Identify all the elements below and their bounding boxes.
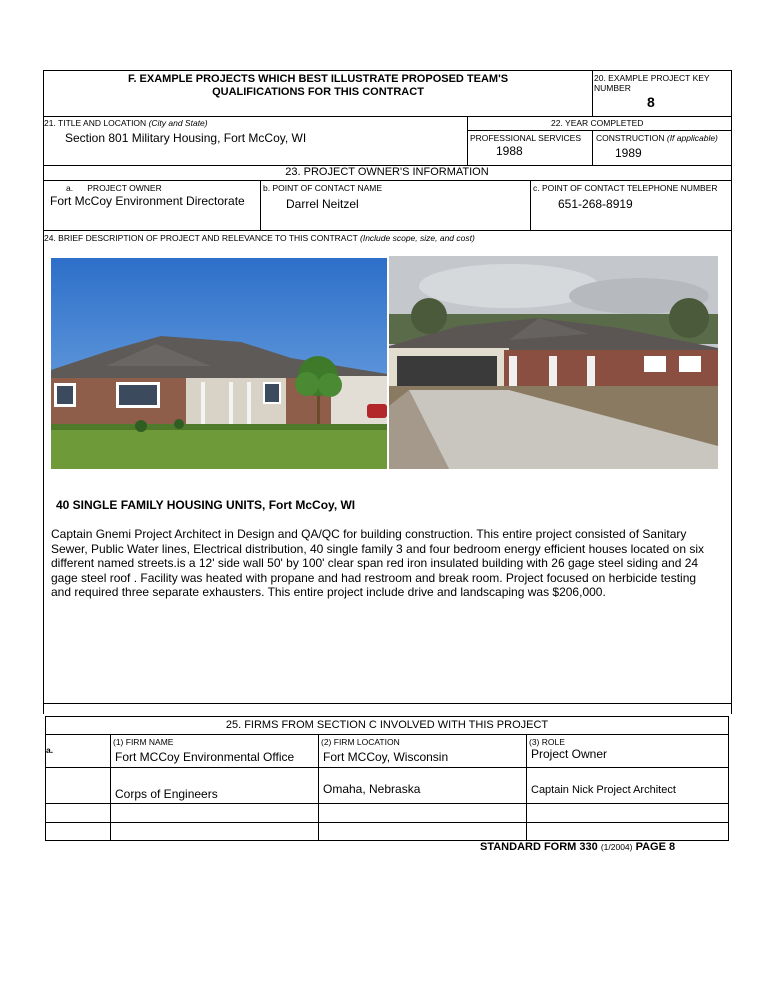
key-label xyxy=(594,73,710,93)
firms-top-line xyxy=(45,716,729,717)
firms-row-line-2 xyxy=(45,803,729,804)
prof-services-label: PROFESSIONAL SERVICES xyxy=(470,133,582,143)
firms-section-label: 25. FIRMS FROM SECTION C INVOLVED WITH THIS PROJECT xyxy=(225,719,549,731)
description-body: Captain Gnemi Project Architect in Design and QA/QC for building construction. This entire project consisted of Sanitary Sewer, Public Water lines, Electrical distribution, 40 single family 3 and four bedroom energy efficient houses located on six different named streets.is a 12' side wall 50' by 100' clear span red iron insulated building with 26 gage steel siding and 24 gage steel roof . Facility was heated with propane and had restroom and break room. Project focused on herbicide testing and required three separate exhausters. This entire project include drive and landscaping was $206,000. xyxy=(51,527,705,599)
owner-section-label: 23. PROJECT OWNER'S INFORMATION xyxy=(285,166,489,178)
firms-col-line-2 xyxy=(318,734,319,840)
title-location-value: Section 801 Military Housing, Fort McCoy, WI xyxy=(65,131,307,145)
form-footer-page: PAGE 8 xyxy=(635,841,676,853)
phone-value: 651-268-8919 xyxy=(558,197,633,211)
description-heading: 40 SINGLE FAMILY HOUSING UNITS, Fort McCoy, WI xyxy=(56,498,356,512)
row-line-1 xyxy=(43,116,731,117)
firms-row-letter: a. xyxy=(46,745,54,755)
form-title xyxy=(44,73,592,99)
title-location-label-text: 21. TITLE AND LOCATION xyxy=(44,118,147,128)
key-label-line2: NUMBER xyxy=(594,83,631,93)
firm-role-2: Captain Nick Project Architect xyxy=(531,784,676,796)
key-divider xyxy=(592,70,593,116)
house-photo-driveway xyxy=(389,256,718,469)
key-number: 8 xyxy=(647,94,655,110)
firms-col-line-3 xyxy=(526,734,527,840)
form-outer-border-2 xyxy=(43,702,732,714)
contact-label: b. POINT OF CONTACT NAME xyxy=(263,183,383,193)
owner-value: Fort McCoy Environment Directorate xyxy=(50,194,245,208)
firm-role-label: (3) ROLE xyxy=(529,737,565,747)
construction-label-text: CONSTRUCTION xyxy=(596,133,665,143)
form-footer-name: STANDARD FORM 330 xyxy=(480,841,598,853)
firm-location-2: Omaha, Nebraska xyxy=(323,782,421,796)
construction-label xyxy=(596,133,718,143)
phone-label: c. POINT OF CONTACT TELEPHONE NUMBER xyxy=(533,183,718,193)
year-split xyxy=(592,130,593,165)
description-label-note: (Include scope, size, and cost) xyxy=(360,233,475,243)
title-location-label xyxy=(44,118,208,128)
firm-location-label: (2) FIRM LOCATION xyxy=(321,737,400,747)
year-completed-label: 22. YEAR COMPLETED xyxy=(551,118,644,128)
description-label xyxy=(44,233,475,243)
row-line-4 xyxy=(43,230,731,231)
year-subline xyxy=(467,130,731,131)
construction-value: 1989 xyxy=(615,146,642,160)
firms-left-border xyxy=(45,716,46,840)
owner-label: a. PROJECT OWNER xyxy=(66,183,162,193)
form-title-line1: F. EXAMPLE PROJECTS WHICH BEST ILLUSTRATE PROPOSED TEAM'S xyxy=(127,73,509,85)
firms-header-line xyxy=(45,734,729,735)
row-line-3 xyxy=(43,180,731,181)
firm-name-1: Fort MCCoy Environmental Office xyxy=(115,750,295,764)
form-title-line2: QUALIFICATIONS FOR THIS CONTRACT xyxy=(212,86,424,98)
year-divider xyxy=(467,116,468,165)
key-label-line1: 20. EXAMPLE PROJECT KEY xyxy=(594,73,710,83)
owner-divider-1 xyxy=(260,180,261,230)
form-footer-date: (1/2004) xyxy=(600,842,633,852)
firms-col-line-1 xyxy=(110,734,111,840)
construction-label-note: (If applicable) xyxy=(666,133,718,143)
title-location-label-note: (City and State) xyxy=(148,118,208,128)
firms-row-line-1 xyxy=(45,767,729,768)
firm-location-1: Fort MCCoy, Wisconsin xyxy=(323,750,449,764)
owner-divider-2 xyxy=(530,180,531,230)
firms-right-border xyxy=(728,716,729,840)
contact-value: Darrel Neitzel xyxy=(286,197,359,211)
form-footer xyxy=(480,841,675,853)
prof-services-value: 1988 xyxy=(496,144,523,158)
firm-name-2: Corps of Engineers xyxy=(115,787,218,801)
firms-row-line-3 xyxy=(45,822,729,823)
firm-name-label: (1) FIRM NAME xyxy=(113,737,174,747)
firm-role-1: Project Owner xyxy=(531,747,608,761)
description-label-text: 24. BRIEF DESCRIPTION OF PROJECT AND RELEVANCE TO THIS CONTRACT xyxy=(44,233,358,243)
house-photo-front xyxy=(51,258,387,469)
